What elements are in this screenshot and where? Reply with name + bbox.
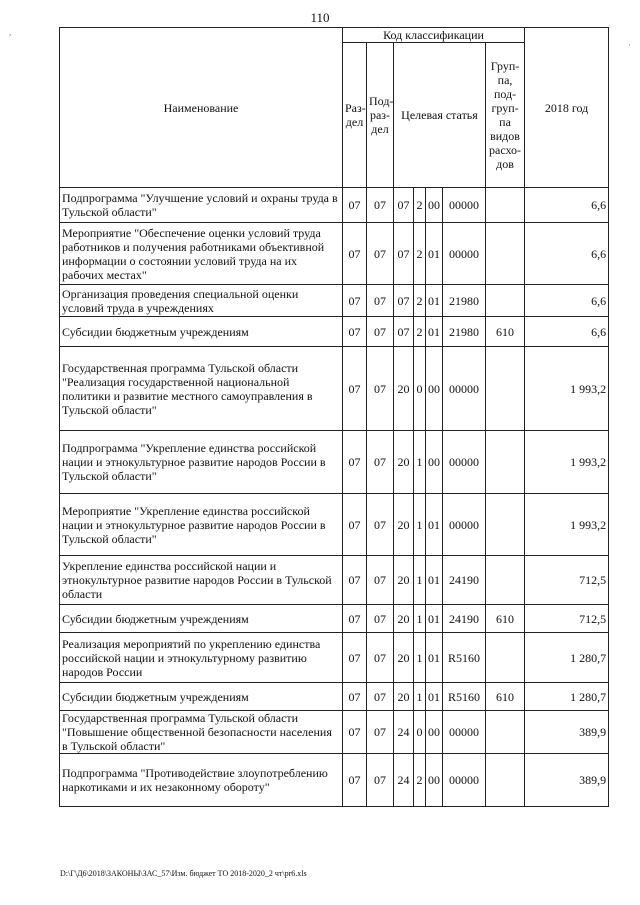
row-name: Государственная программа Тульской области "Повышение общественной безопасности населения в Тульской области" [60,711,343,754]
row-amount: 712,5 [525,605,609,633]
table-row [60,188,609,223]
row-cs-subprogram: 0 [414,347,426,431]
row-razdel: 07 [343,605,367,633]
row-name: Мероприятие "Обеспечение оценки условий труда работников и получения работниками объективной информации о состоянии условий труда на их рабочих местах" [60,223,343,285]
row-cs-subprogram: 2 [414,188,426,223]
row-amount: 6,6 [525,223,609,285]
row-amount: 1 993,2 [525,347,609,431]
row-podrazdel: 07 [367,605,394,633]
row-vid-rashodov: 610 [486,317,525,347]
row-cs-subprogram: 1 [414,431,426,494]
row-cs-event: 00 [426,347,443,431]
table-row [60,683,609,711]
row-razdel: 07 [343,633,367,683]
row-cs-direction: 00000 [443,347,486,431]
row-podrazdel: 07 [367,556,394,605]
row-cs-event: 00 [426,711,443,754]
row-cs-subprogram: 1 [414,556,426,605]
row-cs-subprogram: 2 [414,285,426,317]
table-row [60,223,609,285]
row-cs-subprogram: 0 [414,711,426,754]
table-row [60,431,609,494]
row-razdel: 07 [343,683,367,711]
row-name: Подпрограмма "Укрепление единства российской нации и этнокультурное развитие народов России в Тульской области" [60,431,343,494]
row-razdel: 07 [343,494,367,556]
row-cs-direction: R5160 [443,633,486,683]
row-cs-event: 01 [426,317,443,347]
row-podrazdel: 07 [367,285,394,317]
row-cs-program: 24 [394,711,414,754]
row-podrazdel: 07 [367,223,394,285]
row-razdel: 07 [343,188,367,223]
row-amount: 712,5 [525,556,609,605]
row-vid-rashodov [486,223,525,285]
table-row [60,285,609,317]
row-razdel: 07 [343,431,367,494]
header-name: Наименование [60,28,343,188]
row-name: Субсидии бюджетным учреждениям [60,605,343,633]
row-vid-rashodov [486,347,525,431]
row-cs-program: 20 [394,605,414,633]
row-cs-subprogram: 1 [414,605,426,633]
row-vid-rashodov: 610 [486,683,525,711]
row-cs-event: 01 [426,683,443,711]
row-cs-program: 07 [394,317,414,347]
row-podrazdel: 07 [367,754,394,807]
row-cs-direction: 00000 [443,494,486,556]
row-name: Подпрограмма "Улучшение условий и охраны труда в Тульской области" [60,188,343,223]
row-podrazdel: 07 [367,347,394,431]
row-name: Укрепление единства российской нации и этнокультурное развитие народов России в Тульской области [60,556,343,605]
row-podrazdel: 07 [367,633,394,683]
row-cs-event: 01 [426,494,443,556]
table-row [60,317,609,347]
row-cs-event: 00 [426,431,443,494]
row-razdel: 07 [343,317,367,347]
row-cs-direction: 24190 [443,556,486,605]
row-name: Государственная программа Тульской области "Реализация государственной национальной политики и развитие местного самоуправления в Тульской области" [60,347,343,431]
row-cs-program: 07 [394,223,414,285]
table-row [60,754,609,807]
row-name: Подпрограмма "Противодействие злоупотреблению наркотиками и их незаконному обороту" [60,754,343,807]
row-vid-rashodov [486,285,525,317]
row-vid-rashodov [486,754,525,807]
row-amount: 1 280,7 [525,683,609,711]
file-path-footer: D:\Г\Д6\2018\ЗАКОНЫ\ЗАС_57\Изм. бюджет ТО 2018-2020_2 чт\pr6.xls [60,869,307,878]
table-row [60,605,609,633]
row-vid-rashodov [486,494,525,556]
table-row [60,556,609,605]
row-podrazdel: 07 [367,494,394,556]
row-cs-event: 00 [426,188,443,223]
row-amount: 1 280,7 [525,633,609,683]
row-cs-event: 01 [426,605,443,633]
row-amount: 1 993,2 [525,431,609,494]
row-podrazdel: 07 [367,431,394,494]
header-code: Код классификации [343,28,525,43]
row-podrazdel: 07 [367,683,394,711]
row-amount: 389,9 [525,754,609,807]
table-body [60,188,609,807]
scan-mark: , [9,27,12,37]
header-year: 2018 год [525,28,609,188]
row-cs-direction: 24190 [443,605,486,633]
row-vid-rashodov [486,633,525,683]
row-name: Мероприятие "Укрепление единства российской нации и этнокультурное развитие народов России в Тульской области" [60,494,343,556]
row-cs-event: 01 [426,285,443,317]
row-cs-subprogram: 2 [414,223,426,285]
row-razdel: 07 [343,711,367,754]
table-row [60,711,609,754]
budget-table [59,27,609,807]
page-number: 110 [310,10,330,25]
header-celevaya: Целевая статья [394,43,486,188]
row-name: Реализация мероприятий по укреплению единства российской нации и этнокультурному развитию народов России [60,633,343,683]
scan-mark: · [628,40,631,50]
row-podrazdel: 07 [367,188,394,223]
row-cs-direction: 00000 [443,711,486,754]
row-razdel: 07 [343,347,367,431]
row-cs-program: 20 [394,431,414,494]
row-amount: 1 993,2 [525,494,609,556]
row-cs-program: 07 [394,285,414,317]
row-cs-event: 01 [426,223,443,285]
row-cs-program: 20 [394,556,414,605]
row-cs-program: 20 [394,633,414,683]
row-razdel: 07 [343,754,367,807]
row-cs-program: 20 [394,494,414,556]
table-row [60,347,609,431]
row-vid-rashodov: 610 [486,605,525,633]
row-name: Организация проведения специальной оценки условий труда в учреждениях [60,285,343,317]
header-vid-rashodov: Груп- па, под- груп- па видов расхо- дов [486,43,525,188]
row-podrazdel: 07 [367,317,394,347]
row-cs-program: 07 [394,188,414,223]
row-cs-direction: 21980 [443,285,486,317]
row-cs-subprogram: 1 [414,683,426,711]
row-razdel: 07 [343,223,367,285]
row-name: Субсидии бюджетным учреждениям [60,317,343,347]
row-cs-event: 01 [426,556,443,605]
row-razdel: 07 [343,285,367,317]
row-cs-direction: 00000 [443,188,486,223]
row-cs-direction: R5160 [443,683,486,711]
row-amount: 6,6 [525,188,609,223]
row-cs-subprogram: 2 [414,754,426,807]
table-row [60,494,609,556]
row-cs-subprogram: 1 [414,633,426,683]
row-cs-program: 24 [394,754,414,807]
row-podrazdel: 07 [367,711,394,754]
table-row [60,633,609,683]
row-name: Субсидии бюджетным учреждениям [60,683,343,711]
row-cs-event: 01 [426,633,443,683]
header-razdel: Раз- дел [343,43,367,188]
row-cs-subprogram: 1 [414,494,426,556]
row-amount: 6,6 [525,317,609,347]
row-cs-direction: 00000 [443,223,486,285]
row-amount: 389,9 [525,711,609,754]
row-cs-program: 20 [394,347,414,431]
row-cs-direction: 00000 [443,431,486,494]
row-cs-direction: 21980 [443,317,486,347]
row-vid-rashodov [486,711,525,754]
row-cs-program: 20 [394,683,414,711]
row-vid-rashodov [486,431,525,494]
header-podrazdel: Под- раз- дел [367,43,394,188]
row-vid-rashodov [486,188,525,223]
row-razdel: 07 [343,556,367,605]
row-cs-direction: 00000 [443,754,486,807]
row-amount: 6,6 [525,285,609,317]
row-cs-event: 00 [426,754,443,807]
row-vid-rashodov [486,556,525,605]
row-cs-subprogram: 2 [414,317,426,347]
